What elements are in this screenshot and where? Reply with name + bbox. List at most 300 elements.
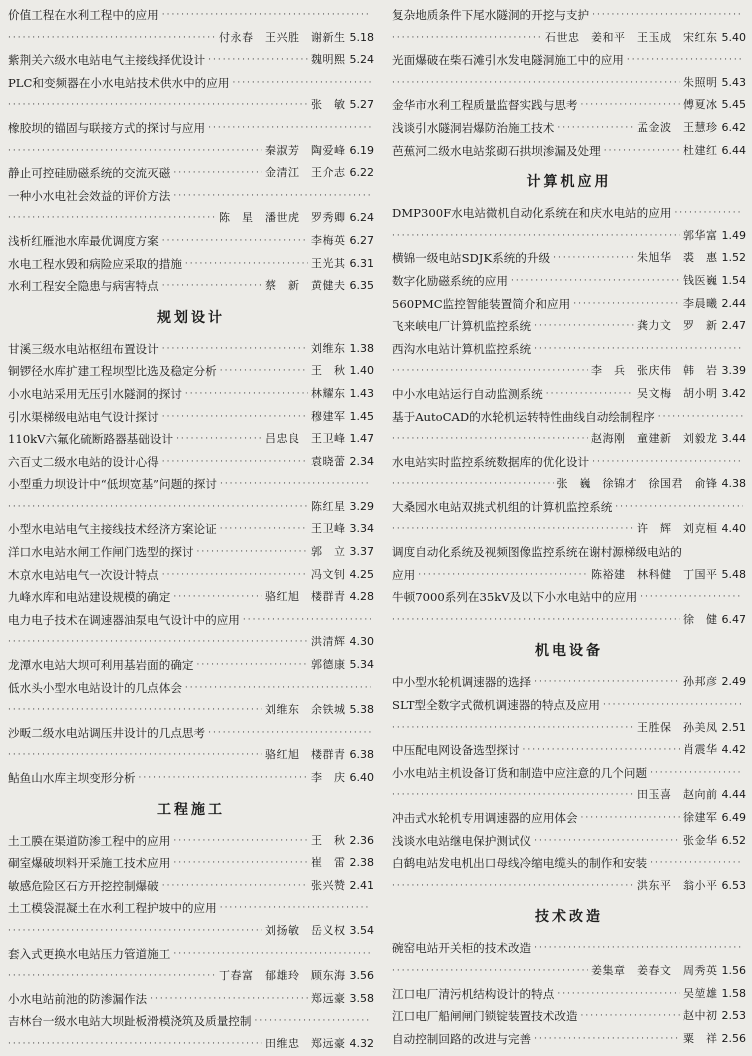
dot-leader <box>208 722 371 745</box>
toc-entry <box>392 564 746 587</box>
dot-leader <box>185 383 308 406</box>
toc-entry <box>8 518 374 541</box>
toc-entry <box>8 253 374 276</box>
entry-page: 5.34 <box>349 658 374 672</box>
entry-page: 6.31 <box>349 256 374 270</box>
toc-entry <box>392 293 746 316</box>
dot-leader <box>8 699 262 722</box>
dot-leader <box>392 875 634 898</box>
toc-entry <box>392 541 746 564</box>
dot-leader <box>392 609 680 632</box>
entry-title: 牛顿7000系列在35kV及以下小水电站中的应用 <box>392 590 638 605</box>
entry-page: 6.40 <box>349 771 374 784</box>
entry-title: 水利工程安全隐患与病害特点 <box>8 279 159 294</box>
dot-leader <box>534 830 680 853</box>
dot-leader <box>162 230 308 253</box>
toc-entry <box>392 762 746 785</box>
dot-leader <box>220 360 308 383</box>
entry-title: 浅谈水电站继电保护测试仪 <box>392 833 532 848</box>
entry-title: 土工膜在渠道防渗工程中的应用 <box>8 833 171 848</box>
dot-leader <box>8 207 216 230</box>
entry-page: 2.41 <box>349 878 374 892</box>
entry-page: 5.43 <box>721 75 746 89</box>
dot-leader <box>674 202 743 225</box>
entry-title: 110kV六氟化硫断路器基础设计 <box>8 432 174 447</box>
toc-entry-continuation <box>392 225 746 248</box>
section-heading: 工程施工 <box>157 801 225 818</box>
entry-title: 九峰水库和电站建设规模的确定 <box>8 590 171 605</box>
entry-authors: 李晨曦 <box>683 296 718 310</box>
entry-page: 4.30 <box>349 635 374 649</box>
section-heading: 机电设备 <box>535 643 603 660</box>
dot-leader <box>220 897 371 920</box>
dot-leader <box>534 671 680 694</box>
entry-authors: 吕忠良 王卫峰 <box>265 432 346 446</box>
entry-title: 紫荆关六级水电站电气主接线择优设计 <box>8 53 206 68</box>
toc-entry-continuation <box>392 609 746 632</box>
toc-entry <box>392 117 746 140</box>
toc-entry <box>392 807 746 830</box>
entry-authors: 郑远豪 <box>311 991 346 1005</box>
dot-leader <box>392 960 588 983</box>
entry-authors: 魏明熙 <box>311 53 346 67</box>
entry-title: 橡胶坝的锚固与联接方式的探讨与应用 <box>8 120 206 135</box>
entry-page: 3.54 <box>349 923 374 937</box>
dot-leader <box>581 94 680 117</box>
entry-page: 2.44 <box>721 296 746 310</box>
toc-entry-continuation <box>392 428 746 451</box>
entry-page: 1.56 <box>721 963 746 977</box>
toc-entry <box>392 983 746 1006</box>
toc-entry-continuation <box>392 717 746 740</box>
toc-entry <box>8 654 374 677</box>
entry-title: 沙畈二级水电站调压井设计的几点思考 <box>8 725 206 740</box>
entry-page: 2.34 <box>349 454 374 468</box>
toc-entry <box>8 722 374 745</box>
entry-page: 1.54 <box>721 273 746 287</box>
entry-authors: 王胜保 孙美凤 <box>637 720 718 734</box>
toc-entry <box>8 473 374 496</box>
dot-leader <box>650 852 743 875</box>
entry-authors: 骆红旭 楼群青 <box>265 590 346 604</box>
toc-entry <box>8 564 374 587</box>
entry-page: 1.58 <box>721 986 746 1000</box>
dot-leader <box>392 473 554 496</box>
dot-leader <box>8 744 262 767</box>
entry-authors: 王 秋 <box>311 364 346 378</box>
entry-page: 2.53 <box>721 1009 746 1023</box>
entry-page: 5.38 <box>349 703 374 717</box>
toc-entry <box>8 451 374 474</box>
entry-authors: 吴文梅 胡小明 <box>637 386 718 400</box>
entry-page: 1.45 <box>349 409 374 423</box>
toc-entry <box>8 72 374 95</box>
toc-entry-continuation <box>8 207 374 230</box>
toc-entry <box>392 49 746 72</box>
dot-leader <box>162 875 308 898</box>
dot-leader <box>546 383 634 406</box>
entry-page: 6.27 <box>349 233 374 247</box>
entry-authors: 王光其 <box>311 256 346 270</box>
toc-right-column <box>392 4 746 1050</box>
entry-authors: 郭 立 <box>311 545 346 559</box>
entry-page: 1.49 <box>721 228 746 242</box>
entry-title: 西沟水电站计算机监控系统 <box>392 341 532 356</box>
entry-title: 飞来峡电厂计算机监控系统 <box>392 319 532 334</box>
entry-authors: 李 庆 <box>311 771 346 784</box>
dot-leader <box>392 518 634 541</box>
entry-authors: 郭华富 <box>683 228 718 242</box>
dot-leader <box>162 338 308 361</box>
toc-entry <box>8 586 374 609</box>
toc-entry-continuation <box>8 27 374 50</box>
dot-leader <box>232 72 371 95</box>
dot-leader <box>220 473 371 496</box>
entry-title: 复杂地质条件下尾水隧洞的开挖与支护 <box>392 8 590 22</box>
entry-authors: 徐建军 <box>683 811 718 824</box>
entry-authors: 肖震华 <box>683 743 718 757</box>
entry-page: 4.38 <box>721 477 746 491</box>
dot-leader <box>173 185 371 208</box>
entry-authors: 王 秋 <box>311 833 346 847</box>
toc-entry-continuation <box>392 72 746 95</box>
toc-entry <box>8 609 374 632</box>
entry-page: 1.40 <box>349 364 374 378</box>
toc-left-column <box>8 4 374 1056</box>
dot-leader <box>511 270 680 293</box>
dot-leader <box>658 406 743 429</box>
entry-authors: 洪清辉 <box>311 635 346 649</box>
toc-entry <box>392 739 746 762</box>
toc-entry <box>8 767 374 790</box>
entry-title: 数字化励磁系统的应用 <box>392 273 508 288</box>
entry-page: 2.51 <box>721 720 746 734</box>
entry-title: 套入式更换水电站压力管道施工 <box>8 946 171 961</box>
entry-page: 5.18 <box>349 30 374 44</box>
toc-entry <box>8 830 374 853</box>
entry-title: 金华市水利工程质量监督实践与思考 <box>392 98 578 113</box>
toc-entry-continuation <box>392 875 746 898</box>
entry-title: 浅谈引水隧洞岩爆防治施工技术 <box>392 120 555 135</box>
entry-authors: 张 敏 <box>311 98 346 112</box>
entry-page: 2.56 <box>721 1031 746 1045</box>
dot-leader <box>8 631 308 654</box>
dot-leader <box>162 406 308 429</box>
dot-leader <box>185 253 308 276</box>
entry-authors: 朱照明 <box>683 75 718 89</box>
toc-entry-continuation <box>392 27 746 50</box>
entry-authors: 朱旭华 裘 惠 <box>637 251 718 265</box>
entry-authors: 袁晓蕾 <box>311 454 346 468</box>
dot-leader <box>162 451 308 474</box>
entry-title: 基于AutoCAD的水轮机运转特性曲线自动绘制程序 <box>392 409 655 424</box>
entry-authors: 冯文钊 <box>311 567 346 581</box>
dot-leader <box>392 428 588 451</box>
entry-page: 3.42 <box>721 386 746 400</box>
entry-authors: 金清江 王介志 <box>265 166 346 180</box>
toc-entry <box>8 943 374 966</box>
entry-title: 价值工程在水利工程中的应用 <box>8 8 159 22</box>
entry-authors: 刘维东 <box>311 341 346 355</box>
entry-page: 6.49 <box>721 811 746 824</box>
toc-entry <box>8 49 374 72</box>
entry-title: 木京水电站电气一次设计特点 <box>8 567 159 582</box>
entry-page: 6.35 <box>349 279 374 293</box>
entry-page: 4.32 <box>349 1036 374 1050</box>
entry-authors: 陈裕建 林科健 丁国平 <box>591 567 718 581</box>
entry-page: 4.40 <box>721 522 746 536</box>
entry-title: 光面爆破在柴石滩引水发电隧洞施工中的应用 <box>392 53 624 68</box>
entry-page: 2.38 <box>349 856 374 870</box>
entry-title: 龙潭水电站大坝可利用基岩面的确定 <box>8 658 194 673</box>
entry-page: 4.28 <box>349 590 374 604</box>
section-heading: 计算机应用 <box>526 174 612 191</box>
dot-leader <box>534 1028 680 1051</box>
entry-title: SLT型全数字式微机调速器的特点及应用 <box>392 698 600 713</box>
toc-entry-continuation <box>392 784 746 807</box>
entry-title: 引水渠梯级电站电气设计探讨 <box>8 409 159 424</box>
entry-authors: 洪东平 翁小平 <box>637 878 718 892</box>
entry-title: 洋口水电站水闸工作闸门选型的探讨 <box>8 545 194 560</box>
entry-title: 小水电站前池的防渗漏作法 <box>8 991 148 1006</box>
dot-leader <box>208 49 308 72</box>
entry-authors: 骆红旭 楼群青 <box>265 748 346 762</box>
dot-leader <box>392 717 634 740</box>
dot-leader <box>162 275 262 298</box>
toc-entry <box>392 315 746 338</box>
dot-leader <box>8 94 308 117</box>
dot-leader <box>220 518 308 541</box>
entry-title: 敏感危险区石方开挖控制爆破 <box>8 878 159 893</box>
toc-entry <box>8 677 374 700</box>
toc-entry <box>8 383 374 406</box>
entry-title: 中压配电网设备选型探讨 <box>392 743 520 758</box>
entry-title: 甘溪三级水电站枢纽布置设计 <box>8 341 159 356</box>
dot-leader <box>392 360 588 383</box>
section-heading: 技术改造 <box>535 909 603 926</box>
entry-authors: 穆建军 <box>311 409 346 423</box>
entry-authors: 张兴赞 <box>311 878 346 892</box>
entry-authors: 崔 雷 <box>311 856 346 870</box>
entry-page: 1.38 <box>349 341 374 355</box>
toc-entry <box>392 338 746 361</box>
toc-entry <box>8 338 374 361</box>
entry-page: 3.34 <box>349 522 374 536</box>
toc-entry <box>8 360 374 383</box>
dot-leader <box>392 27 542 50</box>
toc-entry <box>392 586 746 609</box>
dot-leader <box>392 72 680 95</box>
dot-leader <box>8 496 308 519</box>
dot-leader <box>197 654 308 677</box>
dot-leader <box>173 162 262 185</box>
entry-page: 4.42 <box>721 743 746 757</box>
dot-leader <box>150 988 308 1011</box>
toc-entry-continuation <box>8 920 374 943</box>
entry-title: 吉林台一级水电站大坝趾板滑模浇筑及质量控制 <box>8 1014 252 1029</box>
entry-title: 横锦一级电站SDJK系统的升级 <box>392 251 551 266</box>
toc-entry <box>8 185 374 208</box>
entry-page: 4.25 <box>349 567 374 581</box>
entry-title: 六百丈二级水电站的设计心得 <box>8 454 159 469</box>
entry-page: 5.40 <box>721 30 746 44</box>
entry-title: 浅析红雁池水库最优调度方案 <box>8 233 159 248</box>
entry-authors: 钱医巍 <box>683 273 718 287</box>
dot-leader <box>197 541 308 564</box>
toc-entry <box>8 230 374 253</box>
toc-entry <box>8 897 374 920</box>
entry-title: 中小型水轮机调速器的选择 <box>392 675 532 690</box>
entry-title: PLC和变频器在小水电站技术供水中的应用 <box>8 75 230 90</box>
entry-authors: 林耀东 <box>311 386 346 400</box>
toc-entry <box>392 451 746 474</box>
entry-page: 2.49 <box>721 675 746 689</box>
toc-entry-continuation <box>392 360 746 383</box>
entry-title: 小型重力坝设计中“低坝宽基”问题的探讨 <box>8 477 217 492</box>
entry-authors: 秦淑芳 陶爱峰 <box>265 143 346 157</box>
entry-page: 6.44 <box>721 143 746 157</box>
entry-page: 1.47 <box>349 432 374 446</box>
toc-entry <box>392 202 746 225</box>
toc-entry <box>392 4 746 27</box>
dot-leader <box>173 830 308 853</box>
entry-title: 小水电站采用无压引水隧洞的探讨 <box>8 386 182 401</box>
dot-leader <box>523 739 680 762</box>
entry-authors: 张金华 <box>683 833 718 847</box>
dot-leader <box>534 315 634 338</box>
dot-leader <box>173 852 308 875</box>
toc-entry <box>392 694 746 717</box>
entry-authors: 孙邦彦 <box>683 675 718 689</box>
toc-entry <box>392 247 746 270</box>
entry-title: 小水电站主机设备订货和制造中应注意的几个问题 <box>392 765 648 780</box>
entry-authors: 刘维东 余铁城 <box>265 703 346 717</box>
dot-leader <box>650 762 743 785</box>
dot-leader <box>603 694 743 717</box>
toc-entry <box>8 1010 374 1033</box>
entry-title: 小型水电站电气主接线技术经济方案论证 <box>8 522 217 537</box>
entry-authors: 李梅英 <box>311 233 346 247</box>
entry-authors: 张 巍 徐锦才 徐国君 俞锋 <box>556 477 718 491</box>
dot-leader <box>176 428 262 451</box>
dot-leader <box>8 27 216 50</box>
entry-authors: 孟金波 王慧珍 <box>637 120 718 134</box>
dot-leader <box>8 920 262 943</box>
entry-authors: 田维忠 郑远豪 <box>265 1036 346 1050</box>
entry-authors: 郭德康 <box>311 658 346 672</box>
dot-leader <box>139 767 308 790</box>
dot-leader <box>254 1010 371 1033</box>
entry-page: 5.27 <box>349 98 374 112</box>
dot-leader <box>534 338 743 361</box>
entry-authors: 杜建红 <box>683 143 718 157</box>
toc-entry-continuation <box>8 94 374 117</box>
entry-authors: 田玉喜 赵向前 <box>637 788 718 802</box>
dot-leader <box>162 564 308 587</box>
entry-authors: 陈 星 潘世虎 罗秀卿 <box>219 211 346 225</box>
toc-entry-continuation <box>8 631 374 654</box>
toc-entry <box>392 496 746 519</box>
entry-authors: 陈红星 <box>311 499 346 513</box>
entry-page: 3.39 <box>721 364 746 378</box>
dot-leader <box>392 225 680 248</box>
toc-entry <box>8 988 374 1011</box>
entry-page: 3.56 <box>349 969 374 983</box>
toc-entry-continuation <box>392 473 746 496</box>
entry-authors: 王卫峰 <box>311 522 346 536</box>
dot-leader <box>581 1005 680 1028</box>
entry-page: 5.45 <box>721 98 746 112</box>
entry-page: 1.52 <box>721 251 746 265</box>
toc-entry <box>392 406 746 429</box>
entry-title: 水电站实时监控系统数据库的优化设计 <box>392 454 590 469</box>
entry-authors: 傅夏冰 <box>683 98 718 112</box>
toc-entry-continuation <box>8 496 374 519</box>
entry-page: 3.29 <box>349 499 374 513</box>
entry-title: 鲇鱼山水库主坝变形分析 <box>8 771 136 785</box>
entry-authors: 丁春富 郁雄玲 顾东海 <box>219 969 346 983</box>
entry-title: 硐室爆破坝料开采施工技术应用 <box>8 856 171 871</box>
dot-leader <box>185 677 371 700</box>
entry-title: 白鹤电站发电机出口母线冷缩电缆头的制作和安装 <box>392 856 648 871</box>
section-heading: 规划设计 <box>157 309 225 326</box>
dot-leader <box>173 943 371 966</box>
toc-entry-continuation <box>392 518 746 541</box>
entry-title: 芭蕉河二级水电站浆砌石拱坝渗漏及处理 <box>392 143 601 158</box>
dot-leader <box>8 1033 262 1056</box>
entry-title: 铜锣径水库扩建工程坝型比选及稳定分析 <box>8 364 217 379</box>
entry-authors: 赵中初 <box>683 1009 718 1023</box>
toc-entry <box>392 1005 746 1028</box>
entry-page: 6.22 <box>349 166 374 180</box>
toc-entry-continuation <box>8 140 374 163</box>
entry-page: 6.47 <box>721 612 746 626</box>
entry-page: 6.24 <box>349 211 374 225</box>
dot-leader <box>627 49 743 72</box>
toc-entry <box>8 541 374 564</box>
entry-authors: 粟 祥 <box>683 1031 718 1045</box>
dot-leader <box>173 586 262 609</box>
entry-page: 4.44 <box>721 788 746 802</box>
entry-title: 560PMC监控智能装置简介和应用 <box>392 296 571 311</box>
toc-entry-continuation <box>8 699 374 722</box>
entry-page: 3.44 <box>721 432 746 446</box>
dot-leader <box>604 140 680 163</box>
toc-entry <box>392 383 746 406</box>
entry-authors: 蔡 新 黄健夫 <box>265 279 346 293</box>
entry-page: 6.42 <box>721 120 746 134</box>
entry-title: 自动控制回路的改进与完善 <box>392 1031 532 1046</box>
entry-authors: 许 辉 刘克桓 <box>637 522 718 536</box>
dot-leader <box>8 965 216 988</box>
entry-title: 冲击式水轮机专用调速器的应用体会 <box>392 811 578 825</box>
dot-leader <box>208 117 371 140</box>
dot-leader <box>573 293 680 316</box>
entry-authors: 龚力文 罗 新 <box>637 319 718 333</box>
entry-authors: 付永春 王兴胜 谢新生 <box>219 30 346 44</box>
toc-entry <box>392 140 746 163</box>
entry-page: 6.19 <box>349 143 374 157</box>
entry-page: 1.43 <box>349 386 374 400</box>
entry-title: 调度自动化系统及视频图像监控系统在谢村源梯级电站的 <box>392 545 682 560</box>
entry-title: 应用 <box>392 567 416 582</box>
dot-leader <box>557 117 634 140</box>
entry-authors: 吴堃雄 <box>683 986 718 1000</box>
dot-leader <box>557 983 680 1006</box>
entry-title: 电力电子技术在调速器油泵电气设计中的应用 <box>8 612 240 627</box>
entry-authors: 石世忠 姜和平 王玉成 宋红东 <box>545 30 718 44</box>
entry-page: 2.47 <box>721 319 746 333</box>
